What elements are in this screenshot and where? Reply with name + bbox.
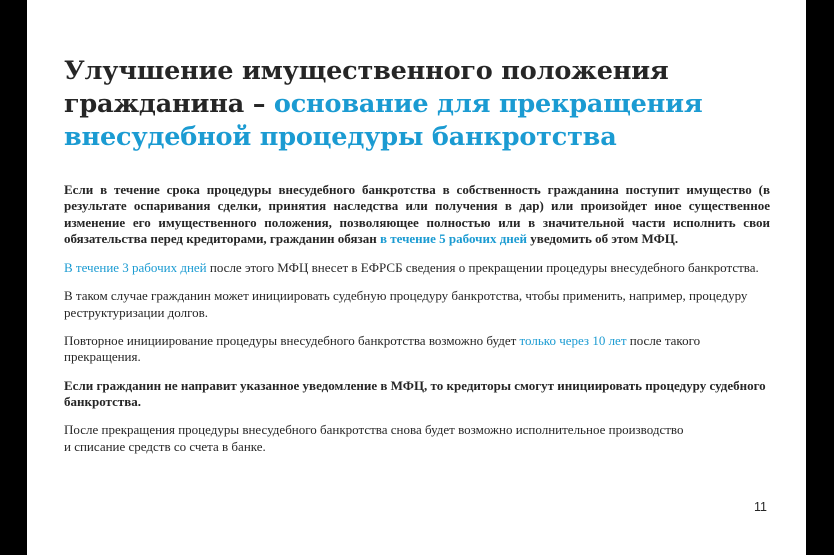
- highlight-10-years: только через 10 лет: [519, 333, 627, 349]
- slide: [27, 0, 806, 555]
- title-line3-accent: внесудебной процедуры банкротства: [64, 122, 617, 152]
- title-line2-dark: гражданина –: [64, 89, 274, 119]
- paragraph-enforcement: [64, 422, 770, 455]
- paragraph-enforcement-line1: После прекращения процедуры внесудебного банкротства снова будет возможно исполнительное производство: [64, 422, 684, 438]
- slide-content: [64, 182, 770, 467]
- paragraph-mfc-action-text: после этого МФЦ внесет в ЕФРСБ сведения о прекращении процедуры внесудебного банкротства.: [206, 260, 759, 276]
- slide-title: [64, 55, 764, 154]
- paragraph-obligation-text: Если в течение срока процедуры внесудебного банкротства в собственность гражданина поступит имущество (в результате оспаривания сделки, принятия наследства или получения в дар) или произойдет иное существенное изменение его имущественного положения, позволяющее полностью или в значительной части исполнить свои обязательства перед кредиторами, гражданин обязан: [64, 182, 770, 246]
- highlight-3-days: В течение 3 рабочих дней: [64, 260, 207, 276]
- page-number: 11: [754, 500, 767, 514]
- title-line2-accent: основание для прекращения: [273, 89, 703, 119]
- paragraph-obligation: [64, 182, 770, 247]
- paragraph-obligation-end: уведомить об этом МФЦ.: [527, 230, 679, 246]
- highlight-5-days: в течение 5 рабочих дней: [379, 230, 528, 246]
- paragraph-repeat-end: после такого прекращения.: [64, 333, 701, 365]
- paragraph-repeat-text: Повторное инициирование процедуры внесудебного банкротства возможно будет: [64, 333, 520, 349]
- paragraph-creditors: [64, 378, 770, 411]
- paragraph-creditors-text: Если гражданин не направит указанное уведомление в МФЦ, то кредиторы смогут инициировать процедуру судебного банкротства.: [64, 377, 766, 409]
- paragraph-enforcement-line2: и списание средств со счета в банке.: [64, 438, 266, 454]
- paragraph-repeat: [64, 333, 770, 366]
- paragraph-judicial-option-text: В таком случае гражданин может инициировать судебную процедуру банкротства, чтобы применить, например, процедуру реструктуризации долгов.: [64, 288, 748, 320]
- paragraph-judicial-option: [64, 288, 770, 321]
- title-line1: Улучшение имущественного положения: [64, 56, 669, 86]
- paragraph-mfc-action: [64, 260, 770, 276]
